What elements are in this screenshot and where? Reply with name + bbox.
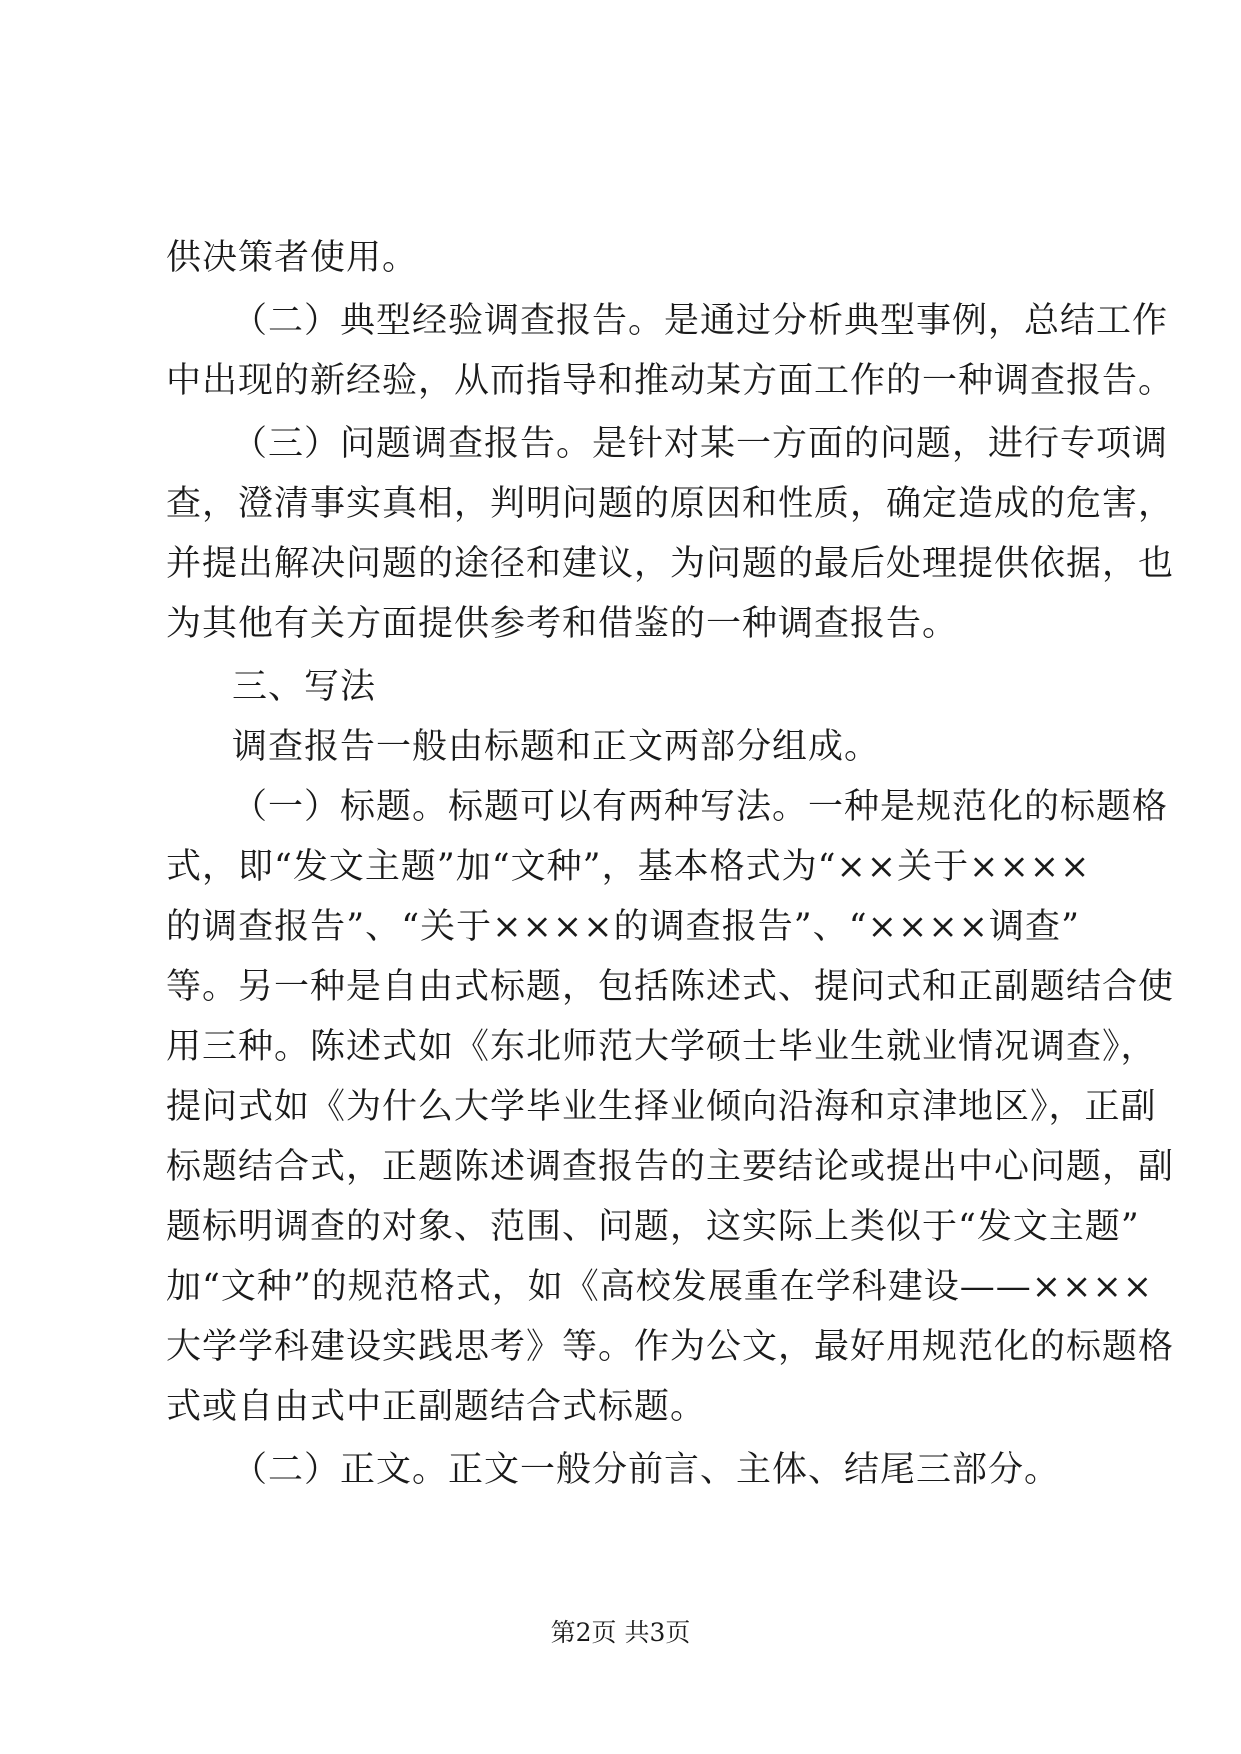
paragraph-5: [166, 777, 1175, 1437]
text-line: 调查报告一般由标题和正文两部分组成。: [232, 727, 881, 767]
text-line: 中出现的新经验，从而指导和推动某方面工作的一种调查报告。: [166, 361, 1175, 401]
text-line: （二）正文。正文一般分前言、主体、结尾三部分。: [232, 1450, 1061, 1490]
text-line: 大学学科建设实践思考》等。作为公文，最好用规范化的标题格: [166, 1327, 1175, 1367]
text-line: 的调查报告”、“关于××××的调查报告”、“××××调查”: [166, 907, 1080, 947]
document-body: [166, 228, 1175, 1500]
paragraph-6: [166, 1440, 1080, 1500]
text-line: （一）标题。标题可以有两种写法。一种是规范化的标题格: [232, 787, 1169, 827]
section-heading: [166, 657, 1080, 717]
text-line: 查，澄清事实真相，判明问题的原因和性质，确定造成的危害，: [166, 484, 1175, 524]
page-number-footer: 第2页 共3页: [550, 1618, 691, 1647]
text-line: 题标明调查的对象、范围、问题，这实际上类似于“发文主题”: [166, 1207, 1140, 1247]
paragraph-3: [166, 414, 1175, 654]
text-line: 提问式如《为什么大学毕业生择业倾向沿海和京津地区》，正副: [166, 1087, 1157, 1127]
text-line: 为其他有关方面提供参考和借鉴的一种调查报告。: [166, 604, 959, 644]
text-line: 等。另一种是自由式标题，包括陈述式、提问式和正副题结合使: [166, 967, 1175, 1007]
text-line: 式或自由式中正副题结合式标题。: [166, 1387, 707, 1427]
paragraph-4: [166, 717, 1080, 777]
text-line: （二）典型经验调查报告。是通过分析典型事例，总结工作: [232, 301, 1169, 341]
text-line: 标题结合式，正题陈述调查报告的主要结论或提出中心问题，副: [166, 1147, 1175, 1187]
text-line: 加“文种”的规范格式，如《高校发展重在学科建设——××××: [166, 1267, 1154, 1307]
text-line: （三）问题调查报告。是针对某一方面的问题，进行专项调: [232, 424, 1169, 464]
text-line: 用三种。陈述式如《东北师范大学硕士毕业生就业情况调查》，: [166, 1027, 1157, 1067]
text-line: 三、写法: [232, 667, 377, 707]
text-line: 供决策者使用。: [166, 238, 419, 278]
paragraph-2: [166, 291, 1175, 411]
text-line: 并提出解决问题的途径和建议，为问题的最后处理提供依据，也: [166, 544, 1175, 584]
text-line: 式，即“发文主题”加“文种”，基本格式为“××关于××××: [166, 847, 1091, 887]
paragraph-1: [166, 228, 1080, 288]
